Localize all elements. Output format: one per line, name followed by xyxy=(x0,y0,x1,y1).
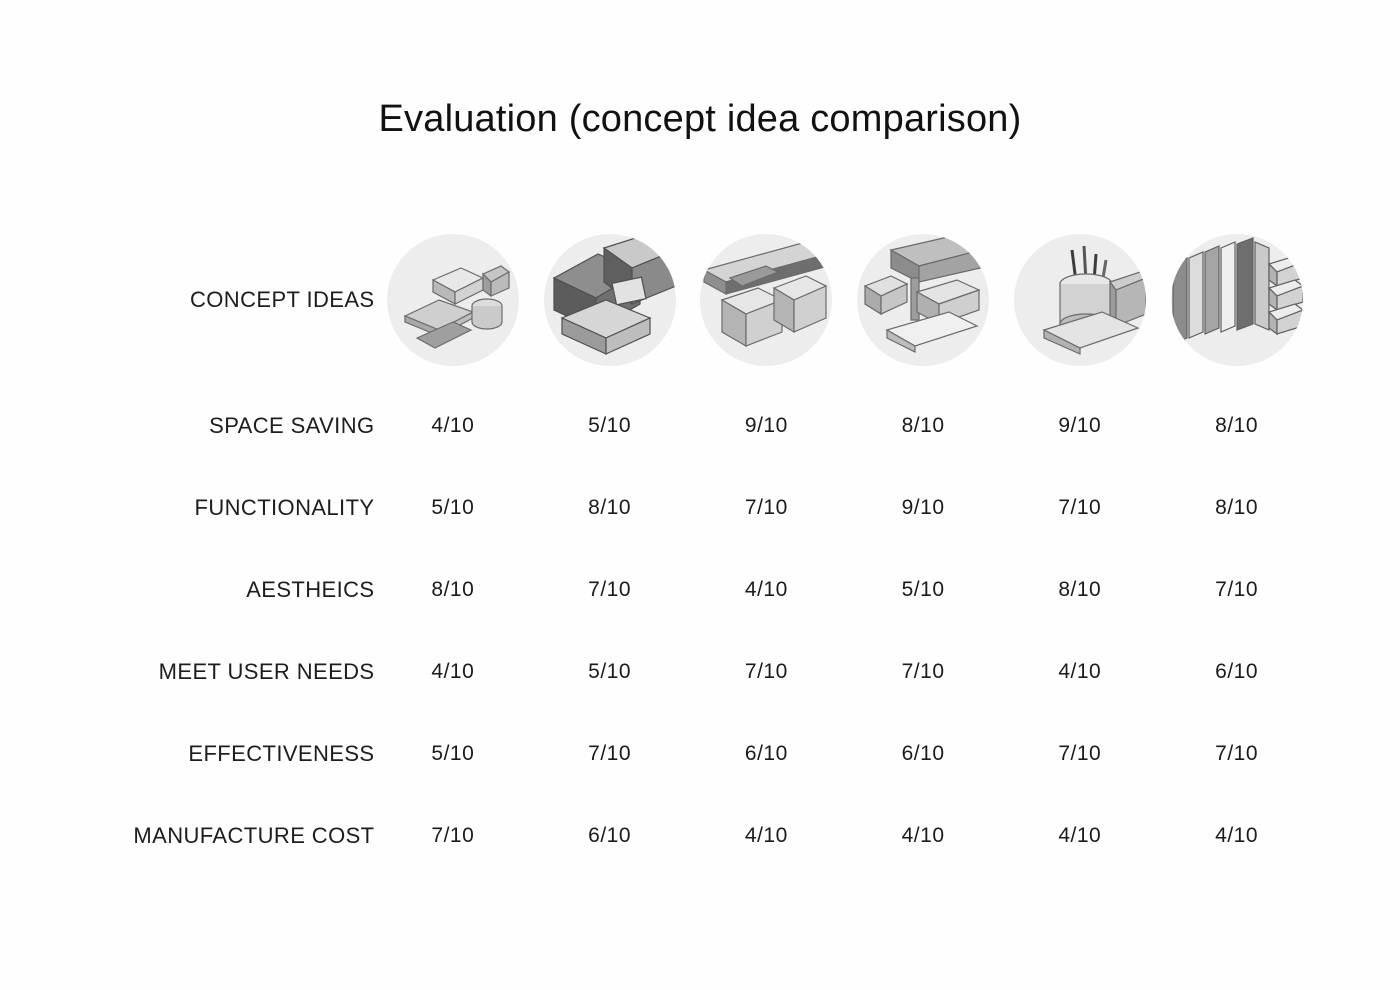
score-cell: 7/10 xyxy=(744,660,788,683)
score-cell: 8/10 xyxy=(1215,414,1259,437)
score-cell: 5/10 xyxy=(431,496,475,519)
score-cell: 4/10 xyxy=(901,824,945,847)
evaluation-matrix xyxy=(85,215,1315,877)
concept-thumbnail-2[interactable] xyxy=(531,215,688,385)
concept-header-row xyxy=(85,215,1315,385)
concept-thumbnail-4[interactable] xyxy=(845,215,1002,385)
score-cell: 7/10 xyxy=(588,578,632,601)
score-cell: 6/10 xyxy=(1215,660,1259,683)
desk-organizer-tray-icon xyxy=(387,234,519,366)
score-cell: 8/10 xyxy=(901,414,945,437)
score-cell: 4/10 xyxy=(744,578,788,601)
score-cell: 8/10 xyxy=(588,496,632,519)
score-cell: 5/10 xyxy=(901,578,945,601)
concept-thumbnail-5[interactable] xyxy=(1001,215,1158,385)
criterion-label: MEET USER NEEDS xyxy=(158,659,375,684)
score-cell: 4/10 xyxy=(431,414,475,437)
score-cell: 4/10 xyxy=(431,660,475,683)
criterion-label: EFFECTIVENESS xyxy=(188,741,375,766)
criterion-label: SPACE SAVING xyxy=(209,413,375,438)
criterion-label: FUNCTIONALITY xyxy=(194,495,375,520)
score-cell: 6/10 xyxy=(901,742,945,765)
table-row xyxy=(85,631,1315,713)
criterion-label: AESTHEICS xyxy=(246,577,375,602)
table-row xyxy=(85,467,1315,549)
score-cell: 7/10 xyxy=(1058,742,1102,765)
concept-ideas-label: CONCEPT IDEAS xyxy=(190,287,375,312)
concept-thumbnail-6[interactable] xyxy=(1158,215,1315,385)
score-cell: 5/10 xyxy=(431,742,475,765)
pen-cup-stand-icon xyxy=(1014,234,1146,366)
score-cell: 8/10 xyxy=(431,578,475,601)
score-cell: 4/10 xyxy=(744,824,788,847)
score-cell: 5/10 xyxy=(588,414,632,437)
criterion-label: MANUFACTURE COST xyxy=(133,823,375,848)
concept-thumbnail-1[interactable] xyxy=(375,215,532,385)
clamp-shelf-icon xyxy=(857,234,989,366)
score-cell: 9/10 xyxy=(901,496,945,519)
score-cell: 6/10 xyxy=(744,742,788,765)
rail-mounted-bins-icon xyxy=(700,234,832,366)
score-cell: 5/10 xyxy=(588,660,632,683)
table-row xyxy=(85,385,1315,467)
score-cell: 7/10 xyxy=(1058,496,1102,519)
modular-desk-set-icon xyxy=(544,234,676,366)
score-cell: 9/10 xyxy=(1058,414,1102,437)
score-cell: 7/10 xyxy=(901,660,945,683)
score-cell: 4/10 xyxy=(1058,660,1102,683)
score-cell: 6/10 xyxy=(588,824,632,847)
page-title: Evaluation (concept idea comparison) xyxy=(378,98,1022,140)
score-cell: 7/10 xyxy=(431,824,475,847)
score-cell: 4/10 xyxy=(1215,824,1259,847)
table-row xyxy=(85,795,1315,877)
score-cell: 8/10 xyxy=(1215,496,1259,519)
score-cell: 7/10 xyxy=(744,496,788,519)
score-cell: 8/10 xyxy=(1058,578,1102,601)
score-cell: 7/10 xyxy=(588,742,632,765)
concept-thumbnail-3[interactable] xyxy=(688,215,845,385)
table-row xyxy=(85,549,1315,631)
table-row xyxy=(85,713,1315,795)
score-cell: 7/10 xyxy=(1215,742,1259,765)
score-cell: 7/10 xyxy=(1215,578,1259,601)
vertical-file-rack-icon xyxy=(1171,234,1303,366)
score-cell: 9/10 xyxy=(744,414,788,437)
score-cell: 4/10 xyxy=(1058,824,1102,847)
